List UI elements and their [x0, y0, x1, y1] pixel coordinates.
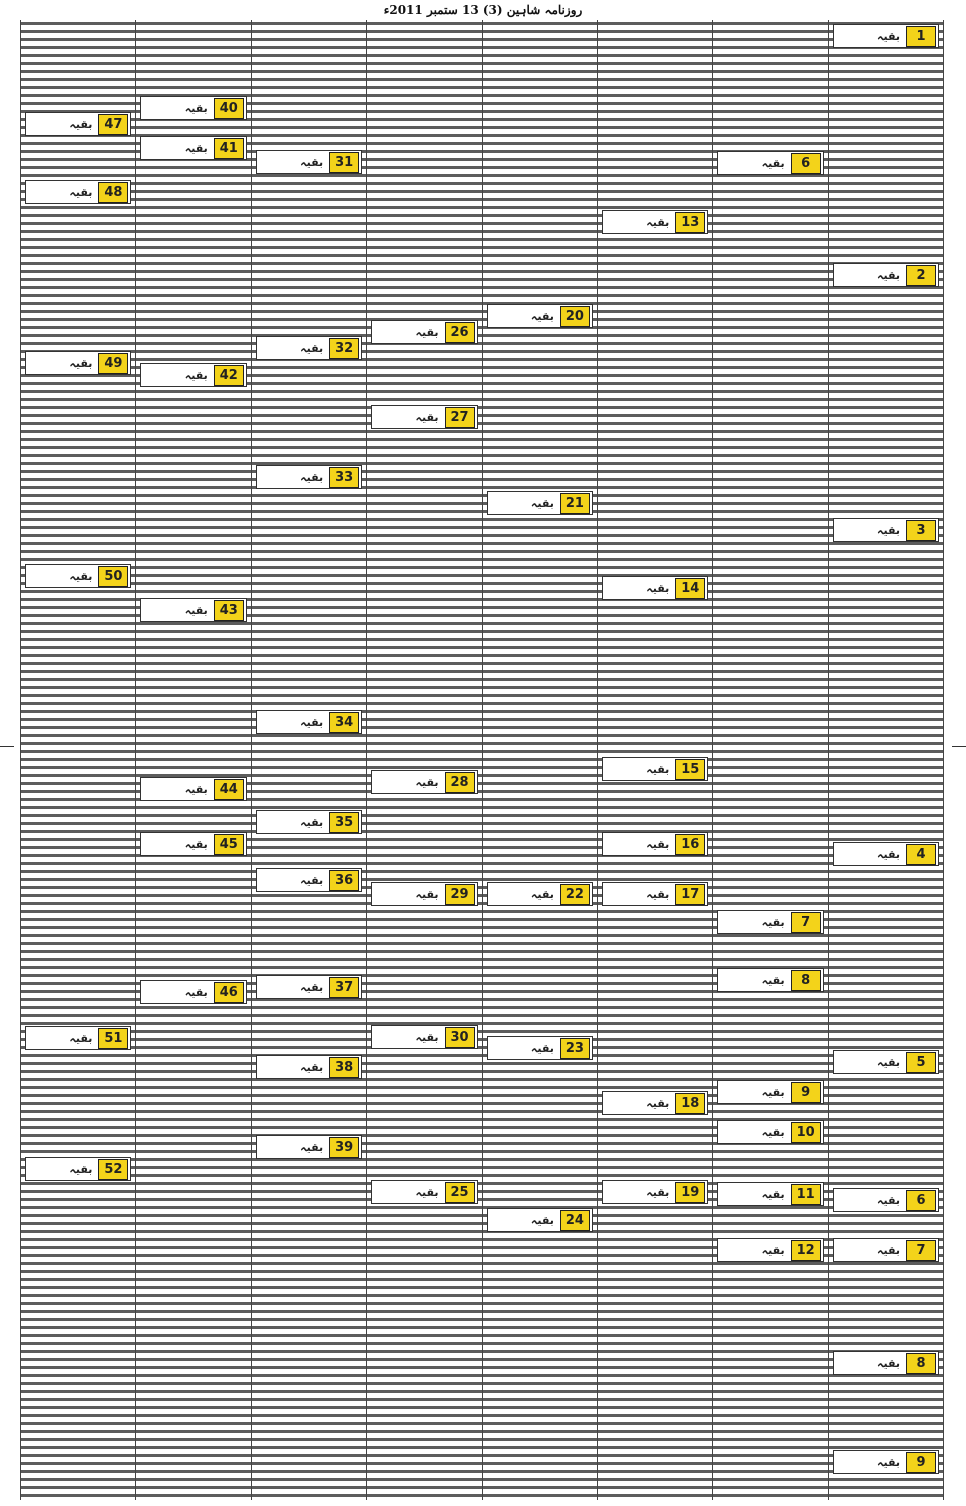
continuation-box [140, 96, 246, 120]
continuation-box [602, 210, 708, 234]
continuation-box [140, 136, 246, 160]
continuation-box [833, 518, 939, 542]
continuation-box [256, 150, 362, 174]
continuation-label: بقیہ [300, 715, 324, 729]
continuation-label: بقیہ [530, 1213, 554, 1227]
continuation-number: 10 [791, 1122, 821, 1143]
continuation-box [256, 868, 362, 892]
continuation-box [833, 1188, 939, 1212]
continuation-label: بقیہ [646, 837, 670, 851]
continuation-number: 33 [329, 467, 359, 488]
continuation-box [371, 882, 477, 906]
continuation-label: بقیہ [69, 117, 93, 131]
continuation-number: 8 [791, 970, 821, 991]
continuation-label: بقیہ [530, 1041, 554, 1055]
continuation-number: 14 [675, 578, 705, 599]
newspaper-columns [20, 20, 944, 1500]
continuation-box [371, 320, 477, 344]
continuation-box [140, 980, 246, 1004]
continuation-box [602, 882, 708, 906]
continuation-box [717, 910, 823, 934]
continuation-number: 24 [560, 1210, 590, 1231]
continuation-label: بقیہ [300, 470, 324, 484]
continuation-label: بقیہ [300, 155, 324, 169]
continuation-number: 50 [98, 566, 128, 587]
continuation-number: 2 [906, 265, 936, 286]
continuation-label: بقیہ [646, 215, 670, 229]
continuation-label: بقیہ [646, 1185, 670, 1199]
continuation-label: بقیہ [877, 1243, 900, 1257]
continuation-number: 34 [329, 712, 359, 733]
continuation-number: 36 [329, 870, 359, 891]
continuation-number: 12 [791, 1240, 821, 1261]
continuation-number: 5 [906, 1052, 936, 1073]
continuation-number: 7 [791, 912, 821, 933]
continuation-box [833, 1050, 939, 1074]
continuation-box [833, 1351, 939, 1375]
continuation-number: 11 [791, 1184, 821, 1205]
continuation-label: بقیہ [877, 268, 900, 282]
column-2 [712, 20, 827, 1500]
continuation-box [487, 1208, 593, 1232]
continuation-box [717, 151, 823, 175]
continuation-label: بقیہ [530, 496, 554, 510]
continuation-box [717, 1182, 823, 1206]
continuation-label: بقیہ [761, 156, 785, 170]
column-3 [597, 20, 712, 1500]
continuation-label: بقیہ [69, 356, 93, 370]
continuation-box [602, 1180, 708, 1204]
continuation-box [25, 564, 131, 588]
continuation-number: 22 [560, 884, 590, 905]
continuation-label: بقیہ [184, 141, 208, 155]
continuation-box [487, 882, 593, 906]
column-8 [20, 20, 135, 1500]
continuation-number: 18 [675, 1093, 705, 1114]
continuation-box [371, 405, 477, 429]
continuation-box [602, 576, 708, 600]
continuation-number: 40 [214, 98, 244, 119]
continuation-number: 21 [560, 493, 590, 514]
continuation-box [717, 1120, 823, 1144]
continuation-box [256, 336, 362, 360]
continuation-number: 29 [445, 884, 475, 905]
continuation-number: 28 [445, 772, 475, 793]
continuation-box [140, 598, 246, 622]
continuation-number: 8 [906, 1353, 936, 1374]
page-title: روزنامہ شاہین (3) 13 ستمبر 2011ء [383, 3, 583, 17]
continuation-number: 7 [906, 1240, 936, 1261]
continuation-box [717, 1080, 823, 1104]
continuation-label: بقیہ [184, 985, 208, 999]
continuation-box [256, 1055, 362, 1079]
continuation-number: 27 [445, 407, 475, 428]
continuation-number: 19 [675, 1182, 705, 1203]
continuation-box [717, 968, 823, 992]
continuation-label: بقیہ [184, 837, 208, 851]
continuation-label: بقیہ [415, 1030, 439, 1044]
continuation-box [371, 1180, 477, 1204]
continuation-box [256, 710, 362, 734]
continuation-box [256, 1135, 362, 1159]
continuation-label: بقیہ [646, 887, 670, 901]
continuation-label: بقیہ [69, 1162, 93, 1176]
continuation-number: 48 [98, 182, 128, 203]
continuation-box [25, 1026, 131, 1050]
continuation-box [256, 810, 362, 834]
continuation-label: بقیہ [415, 1185, 439, 1199]
continuation-label: بقیہ [300, 815, 324, 829]
column-6 [251, 20, 366, 1500]
continuation-label: بقیہ [184, 782, 208, 796]
continuation-number: 37 [329, 977, 359, 998]
continuation-label: بقیہ [646, 581, 670, 595]
continuation-box [371, 770, 477, 794]
continuation-number: 6 [906, 1190, 936, 1211]
continuation-box [25, 351, 131, 375]
continuation-number: 49 [98, 353, 128, 374]
newspaper-header [0, 0, 966, 20]
continuation-number: 16 [675, 834, 705, 855]
continuation-number: 41 [214, 138, 244, 159]
continuation-label: بقیہ [646, 1096, 670, 1110]
continuation-label: بقیہ [300, 873, 324, 887]
continuation-number: 17 [675, 884, 705, 905]
continuation-label: بقیہ [761, 915, 785, 929]
continuation-number: 26 [445, 322, 475, 343]
continuation-number: 25 [445, 1182, 475, 1203]
continuation-label: بقیہ [877, 1193, 900, 1207]
continuation-box [25, 180, 131, 204]
continuation-box [140, 832, 246, 856]
continuation-label: بقیہ [69, 569, 93, 583]
continuation-label: بقیہ [300, 341, 324, 355]
margin-mark-left [0, 746, 14, 747]
column-5 [366, 20, 481, 1500]
continuation-number: 6 [791, 153, 821, 174]
continuation-box [487, 491, 593, 515]
continuation-box [602, 757, 708, 781]
column-7 [135, 20, 250, 1500]
continuation-box [371, 1025, 477, 1049]
continuation-box [256, 465, 362, 489]
continuation-label: بقیہ [415, 887, 439, 901]
continuation-label: بقیہ [761, 1085, 785, 1099]
continuation-box [256, 975, 362, 999]
continuation-number: 51 [98, 1028, 128, 1049]
continuation-label: بقیہ [69, 1031, 93, 1045]
continuation-label: بقیہ [877, 1455, 900, 1469]
continuation-label: بقیہ [877, 1055, 900, 1069]
continuation-label: بقیہ [877, 523, 900, 537]
continuation-label: بقیہ [184, 368, 208, 382]
continuation-box [833, 1450, 939, 1474]
column-4 [482, 20, 597, 1500]
continuation-box [25, 112, 131, 136]
continuation-box [717, 1238, 823, 1262]
continuation-box [140, 363, 246, 387]
continuation-number: 43 [214, 600, 244, 621]
continuation-number: 1 [906, 26, 936, 47]
continuation-number: 13 [675, 212, 705, 233]
continuation-number: 42 [214, 365, 244, 386]
continuation-box [487, 1036, 593, 1060]
continuation-number: 32 [329, 338, 359, 359]
continuation-label: بقیہ [300, 1140, 324, 1154]
continuation-label: بقیہ [415, 410, 439, 424]
continuation-number: 23 [560, 1038, 590, 1059]
margin-mark-right [952, 746, 966, 747]
continuation-number: 20 [560, 306, 590, 327]
continuation-number: 30 [445, 1027, 475, 1048]
continuation-label: بقیہ [761, 973, 785, 987]
continuation-label: بقیہ [877, 1356, 900, 1370]
continuation-box [602, 832, 708, 856]
continuation-box [833, 842, 939, 866]
continuation-number: 46 [214, 982, 244, 1003]
continuation-label: بقیہ [69, 185, 93, 199]
continuation-label: بقیہ [877, 847, 900, 861]
column-1 [828, 20, 944, 1500]
continuation-label: بقیہ [761, 1187, 785, 1201]
continuation-box [602, 1091, 708, 1115]
continuation-box [833, 1238, 939, 1262]
continuation-number: 38 [329, 1057, 359, 1078]
continuation-number: 52 [98, 1159, 128, 1180]
continuation-number: 9 [791, 1082, 821, 1103]
continuation-box [487, 304, 593, 328]
continuation-label: بقیہ [300, 1060, 324, 1074]
continuation-number: 44 [214, 779, 244, 800]
continuation-number: 45 [214, 834, 244, 855]
continuation-label: بقیہ [530, 887, 554, 901]
continuation-label: بقیہ [184, 603, 208, 617]
continuation-number: 9 [906, 1452, 936, 1473]
continuation-box [25, 1157, 131, 1181]
continuation-number: 4 [906, 844, 936, 865]
continuation-label: بقیہ [646, 762, 670, 776]
continuation-label: بقیہ [761, 1125, 785, 1139]
continuation-label: بقیہ [415, 325, 439, 339]
continuation-label: بقیہ [415, 775, 439, 789]
continuation-number: 31 [329, 152, 359, 173]
continuation-box [833, 263, 939, 287]
continuation-label: بقیہ [184, 101, 208, 115]
continuation-label: بقیہ [300, 980, 324, 994]
continuation-box [140, 777, 246, 801]
continuation-number: 35 [329, 812, 359, 833]
continuation-number: 15 [675, 759, 705, 780]
continuation-label: بقیہ [761, 1243, 785, 1257]
continuation-number: 39 [329, 1137, 359, 1158]
continuation-number: 3 [906, 520, 936, 541]
continuation-box [833, 24, 939, 48]
continuation-label: بقیہ [877, 29, 900, 43]
continuation-label: بقیہ [530, 309, 554, 323]
continuation-number: 47 [98, 114, 128, 135]
